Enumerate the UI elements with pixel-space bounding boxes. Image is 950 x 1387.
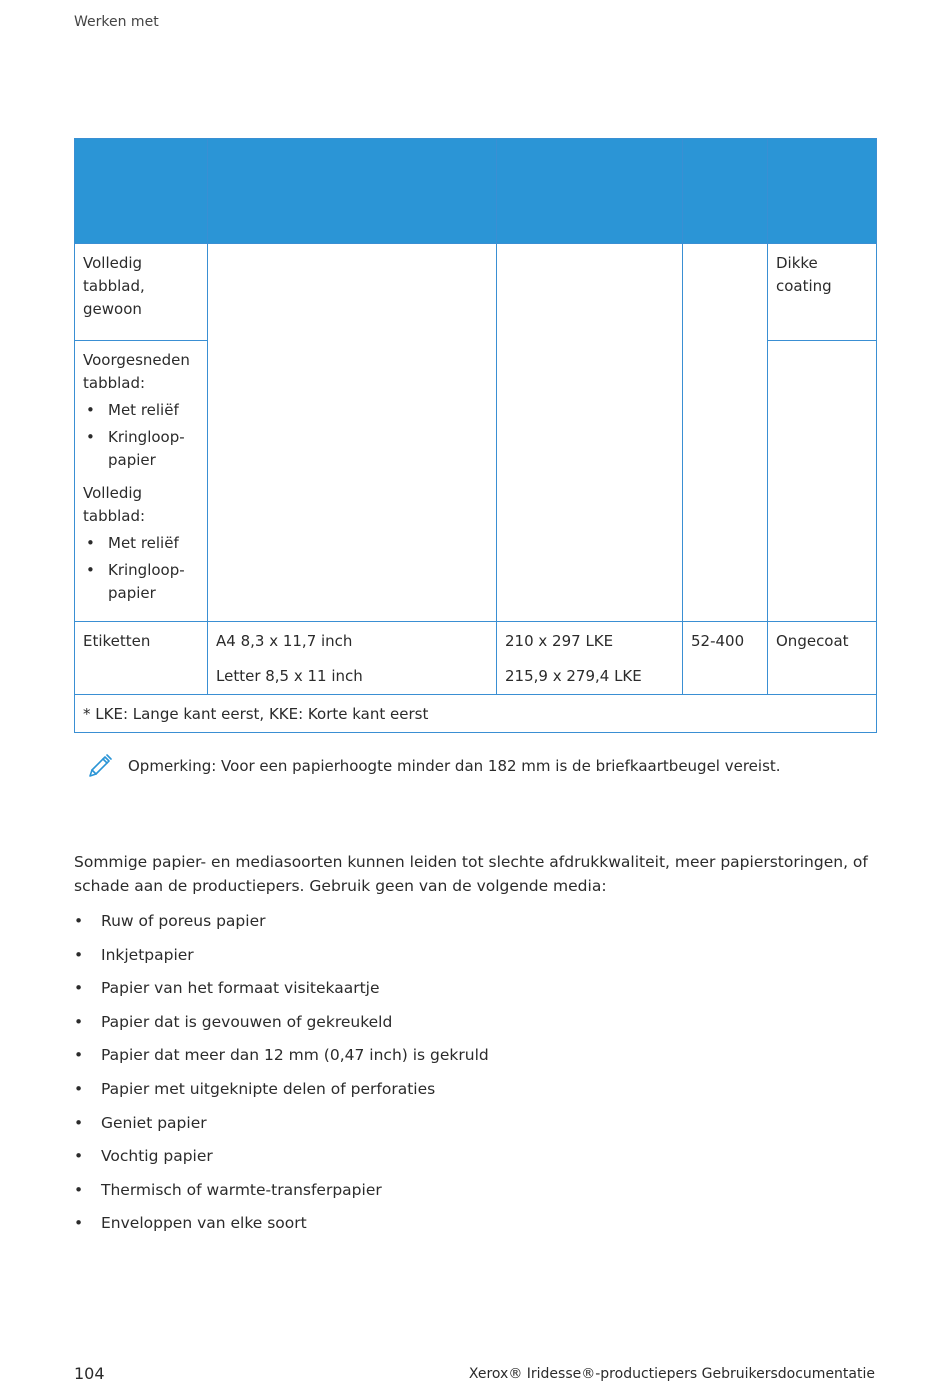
cell-type: Etiketten	[75, 622, 208, 695]
header-cell-type	[75, 139, 208, 244]
list-item: • Kringloop-papier	[108, 559, 199, 605]
header-cell-mm	[497, 139, 683, 244]
cell-mm-merged	[497, 244, 683, 622]
cell-line: 210 x 297 LKE	[505, 632, 614, 650]
list-item: • Geniet papier	[74, 1111, 489, 1145]
header-cell-coating	[768, 139, 877, 244]
list-item: • Ruw of poreus papier	[74, 909, 489, 943]
cell-coating	[768, 341, 877, 622]
running-header: Werken met	[74, 14, 159, 30]
cell-heading: Voorgesneden tabblad:	[83, 351, 190, 392]
header-cell-weight	[683, 139, 768, 244]
cell-mm	[497, 622, 683, 695]
table-row	[75, 622, 877, 695]
cell-weight: 52-400	[683, 622, 768, 695]
header-cell-size	[208, 139, 497, 244]
cell-heading: Volledig tabblad:	[83, 484, 146, 525]
cell-size-merged	[208, 244, 497, 622]
note-box	[86, 752, 781, 780]
cell-weight-merged	[683, 244, 768, 622]
table-footnote-row	[75, 695, 877, 733]
table-footnote: * LKE: Lange kant eerst, KKE: Korte kant eerst	[75, 695, 877, 733]
table-row	[75, 244, 877, 341]
cell-type	[75, 341, 208, 622]
cell-line: A4 8,3 x 11,7 inch	[216, 632, 353, 650]
cell-line: Letter 8,5 x 11 inch	[216, 667, 363, 685]
list-item: • Papier met uitgeknipte delen of perforaties	[74, 1077, 489, 1111]
list-item: • Met reliëf	[108, 532, 199, 555]
cell-bullet-list	[83, 532, 199, 605]
body-paragraph: Sommige papier- en mediasoorten kunnen leiden tot slechte afdrukkwaliteit, meer papierstoringen, of schade aan de productiepers. Gebruik geen van de volgende media:	[74, 853, 868, 895]
list-item: • Inkjetpapier	[74, 943, 489, 977]
list-item: • Papier dat meer dan 12 mm (0,47 inch) is gekruld	[74, 1043, 489, 1077]
cell-bullet-list	[83, 399, 199, 472]
list-item: • Papier dat is gevouwen of gekreukeld	[74, 1010, 489, 1044]
list-item: • Papier van het formaat visitekaartje	[74, 976, 489, 1010]
pencil-icon	[86, 752, 114, 780]
cell-type: Volledig tabblad, gewoon	[75, 244, 208, 341]
cell-coating: Dikke coating	[768, 244, 877, 341]
list-item: • Enveloppen van elke soort	[74, 1211, 489, 1245]
list-item: • Vochtig papier	[74, 1144, 489, 1178]
note-text: Opmerking: Voor een papierhoogte minder dan 182 mm is de briefkaartbeugel vereist.	[128, 757, 781, 775]
cell-line: 215,9 x 279,4 LKE	[505, 667, 642, 685]
cell-size	[208, 622, 497, 695]
table-header-row	[75, 139, 877, 244]
cell-coating: Ongecoat	[768, 622, 877, 695]
list-item: • Met reliëf	[108, 399, 199, 422]
document-title-footer: Xerox® Iridesse®-productiepers Gebruikersdocumentatie	[468, 1366, 875, 1382]
media-table	[74, 138, 877, 733]
list-item: • Kringloop-papier	[108, 426, 199, 472]
page-number: 104	[74, 1364, 105, 1383]
list-item: • Thermisch of warmte-transferpapier	[74, 1178, 489, 1212]
unsupported-media-list	[74, 909, 489, 1245]
